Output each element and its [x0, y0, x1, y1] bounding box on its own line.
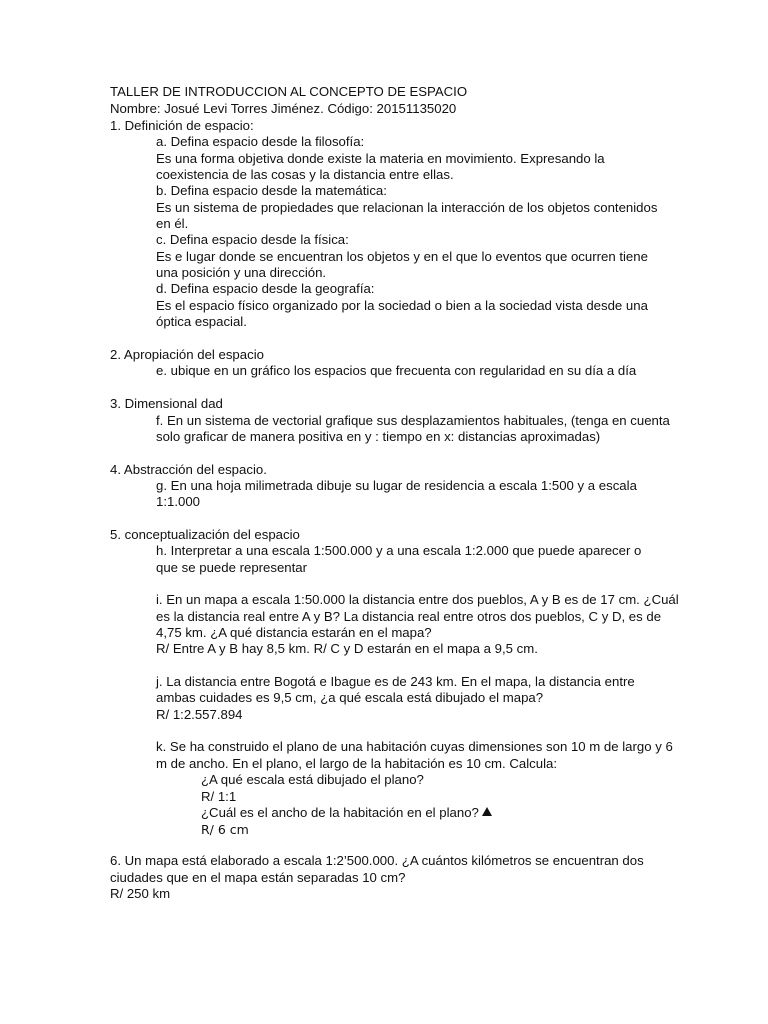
answer-b-line-2: en él.	[156, 216, 189, 231]
question-g-line-1: g. En una hoja milimetrada dibuje su lugar de residencia a escala 1:500 y a escala	[156, 478, 637, 493]
question-k-line-1: k. Se ha construido el plano de una habitación cuyas dimensiones son 10 m de largo y 6	[156, 739, 673, 754]
answer-j: R/ 1:2.557.894	[156, 707, 243, 722]
triangle-up-icon	[482, 807, 492, 816]
question-g-line-2: 1:1.000	[156, 494, 200, 509]
answer-d-line-2: óptica espacial.	[156, 314, 247, 329]
answer-b-line-1: Es un sistema de propiedades que relacionan la interacción de los objetos contenidos	[156, 200, 658, 215]
section-2-heading: 2. Apropiación del espacio	[110, 347, 264, 362]
document-title: TALLER DE INTRODUCCION AL CONCEPTO DE ESPACIO	[110, 84, 468, 99]
section-4-heading: 4. Abstracción del espacio.	[110, 462, 267, 477]
question-h-line-2: que se puede representar	[156, 560, 308, 575]
section-1-heading: 1. Definición de espacio:	[110, 118, 254, 133]
question-f-line-2: solo graficar de manera positiva en y : tiempo en x: distancias aproximadas)	[156, 429, 601, 444]
question-i-line-3: 4,75 km. ¿A qué distancia estarán en el mapa?	[156, 625, 432, 640]
question-h-line-1: h. Interpretar a una escala 1:500.000 y a una escala 1:2.000 que puede aparecer o	[156, 543, 642, 558]
answer-c-line-2: una posición y una dirección.	[156, 265, 327, 280]
question-i-line-2: es la distancia real entre A y B? La distancia real entre otros dos pueblos, C y D, es de	[156, 609, 662, 624]
section-3-heading: 3. Dimensional dad	[110, 396, 223, 411]
question-6-line-2: ciudades que en el mapa están separadas 10 cm?	[110, 870, 406, 885]
answer-a-line-2: coexistencia de las cosas y la distancia entre ellas.	[156, 167, 454, 182]
question-j-line-2: ambas cuidades es 9,5 cm, ¿a qué escala está dibujado el mapa?	[156, 690, 544, 705]
answer-k-2: R/ 6 cm	[201, 822, 249, 837]
answer-i: R/ Entre A y B hay 8,5 km. R/ C y D estarán en el mapa a 9,5 cm.	[156, 641, 538, 656]
answer-6: R/ 250 km	[110, 886, 171, 901]
answer-a-line-1: Es una forma objetiva donde existe la materia en movimiento. Expresando la	[156, 151, 605, 166]
question-k-sub-1: ¿A qué escala está dibujado el plano?	[201, 772, 424, 787]
question-f-line-1: f. En un sistema de vectorial grafique sus desplazamientos habituales, (tenga en cuenta	[156, 413, 670, 428]
question-e: e. ubique en un gráfico los espacios que frecuenta con regularidad en su día a día	[156, 363, 637, 378]
question-6-line-1: 6. Un mapa está elaborado a escala 1:2’500.000. ¿A cuántos kilómetros se encuentran dos	[110, 853, 644, 868]
section-5-heading: 5. conceptualización del espacio	[110, 527, 300, 542]
question-k-sub-2-line	[201, 805, 492, 821]
question-d: d. Defina espacio desde la geografía:	[156, 281, 375, 296]
answer-c-line-1: Es e lugar donde se encuentran los objetos y en el que lo eventos que ocurren tiene	[156, 249, 648, 264]
question-j-line-1: j. La distancia entre Bogotá e Ibague es de 243 km. En el mapa, la distancia entre	[156, 674, 635, 689]
question-c: c. Defina espacio desde la física:	[156, 232, 349, 247]
author-line: Nombre: Josué Levi Torres Jiménez. Código: 20151135020	[110, 101, 457, 116]
answer-k-1: R/ 1:1	[201, 789, 237, 804]
question-k-line-2: m de ancho. En el plano, el largo de la habitación es 10 cm. Calcula:	[156, 756, 557, 771]
question-b: b. Defina espacio desde la matemática:	[156, 183, 387, 198]
question-k-sub-2: ¿Cuál es el ancho de la habitación en el plano?	[201, 805, 479, 820]
answer-d-line-1: Es el espacio físico organizado por la sociedad o bien a la sociedad vista desde una	[156, 298, 648, 313]
question-a: a. Defina espacio desde la filosofía:	[156, 134, 365, 149]
question-i-line-1: i. En un mapa a escala 1:50.000 la distancia entre dos pueblos, A y B es de 17 cm. ¿Cuál	[156, 592, 679, 607]
